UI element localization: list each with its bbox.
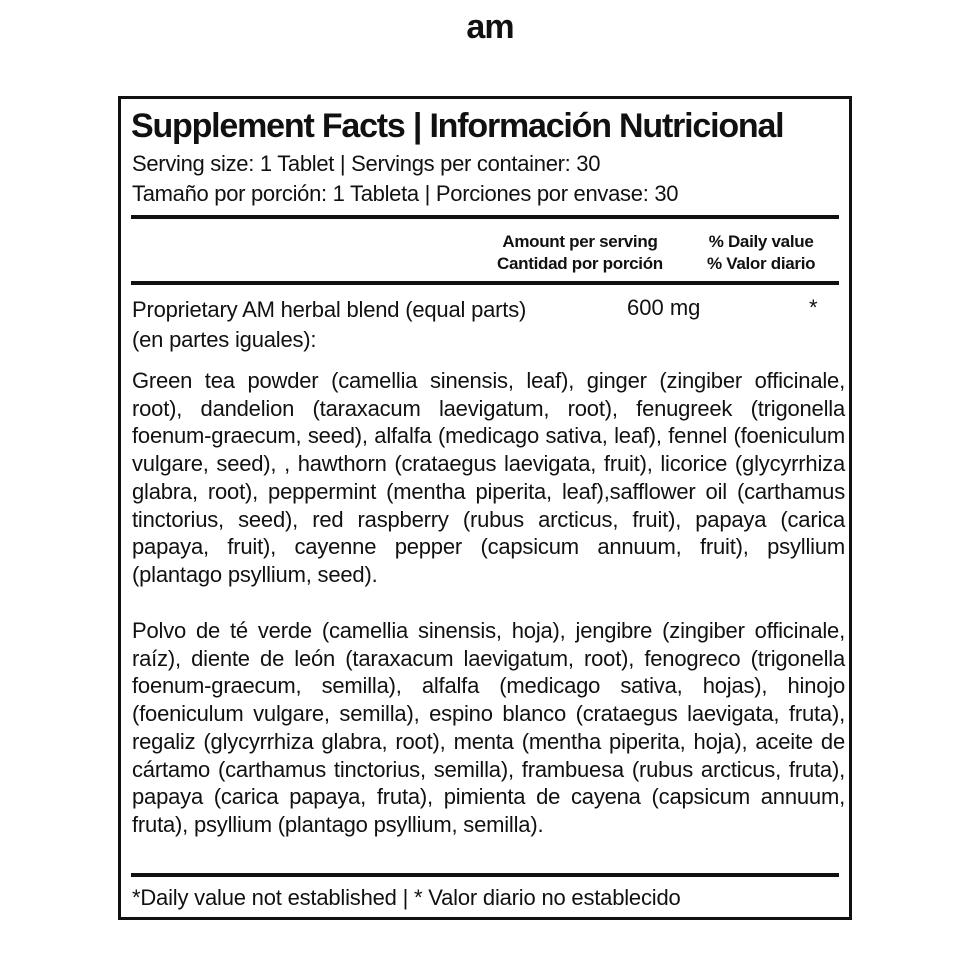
blend-amount: 600 mg — [627, 295, 701, 320]
blend-name-line2: (en partes iguales): — [132, 327, 317, 352]
blend-name-line1: Proprietary AM herbal blend (equal parts) — [132, 297, 527, 322]
divider-bottom — [131, 873, 839, 877]
ingredients-en: Green tea powder (camellia sinensis, leaf), ginger (zingiber officinale, root), dandelion (taraxacum laevigatum, root), fenugreek (trigonella foenum-graecum, seed), alfalfa (medicago sativa, leaf), fennel (foeniculum vulgare, seed), , hawthorn (crataegus laevigata, fruit), licorice (glycyrrhiza glabra, root), peppermint (mentha piperita, leaf),safflower oil (carthamus tinctorius, seed), red raspberry (rubus arcticus, fruit), papaya (carica papaya, fruit), cayenne pepper (capsicum annuum, fruit), psyllium (plantago psyllium, seed). — [132, 368, 845, 587]
footnote: *Daily value not established | * Valor diario no establecido — [132, 885, 681, 910]
serving-info-es: Tamaño por porción: 1 Tableta | Porciones por envase: 30 — [132, 181, 679, 206]
amount-header-es: Cantidad por porción — [497, 254, 663, 273]
divider-top — [131, 215, 839, 219]
serving-info-en: Serving size: 1 Tablet | Servings per container: 30 — [132, 151, 601, 176]
daily-value-header-es: % Valor diario — [707, 254, 816, 273]
ingredients-es: Polvo de té verde (camellia sinensis, hoja), jengibre (zingiber officinale, raíz), diente de león (taraxacum laevigatum, root), fenogreco (trigonella foenum-graecum, semilla), alfalfa (medicago sativa, hojas), hinojo (foeniculum vulgare, semilla), espino blanco (crataegus laevigata, fruta), regaliz (glycyrrhiza glabra, root), menta (mentha piperita, hoja), aceite de cártamo (carthamus tinctorius, semilla), frambuesa (rubus arcticus, fruta), papaya (carica papaya, fruta), pimienta de cayena (capsicum annuum, fruta), psyllium (plantago psyllium, semilla). — [132, 618, 845, 837]
blend-daily-value: * — [809, 295, 818, 320]
product-name: am — [466, 8, 514, 46]
amount-header — [497, 231, 663, 275]
facts-title: Supplement Facts | Información Nutricional — [131, 107, 784, 145]
blend-row — [132, 295, 526, 355]
amount-header-en: Amount per serving — [502, 232, 658, 251]
divider-header — [131, 281, 839, 285]
supplement-facts-panel — [118, 96, 852, 920]
daily-value-header — [707, 231, 815, 275]
daily-value-header-en: % Daily value — [708, 232, 814, 251]
